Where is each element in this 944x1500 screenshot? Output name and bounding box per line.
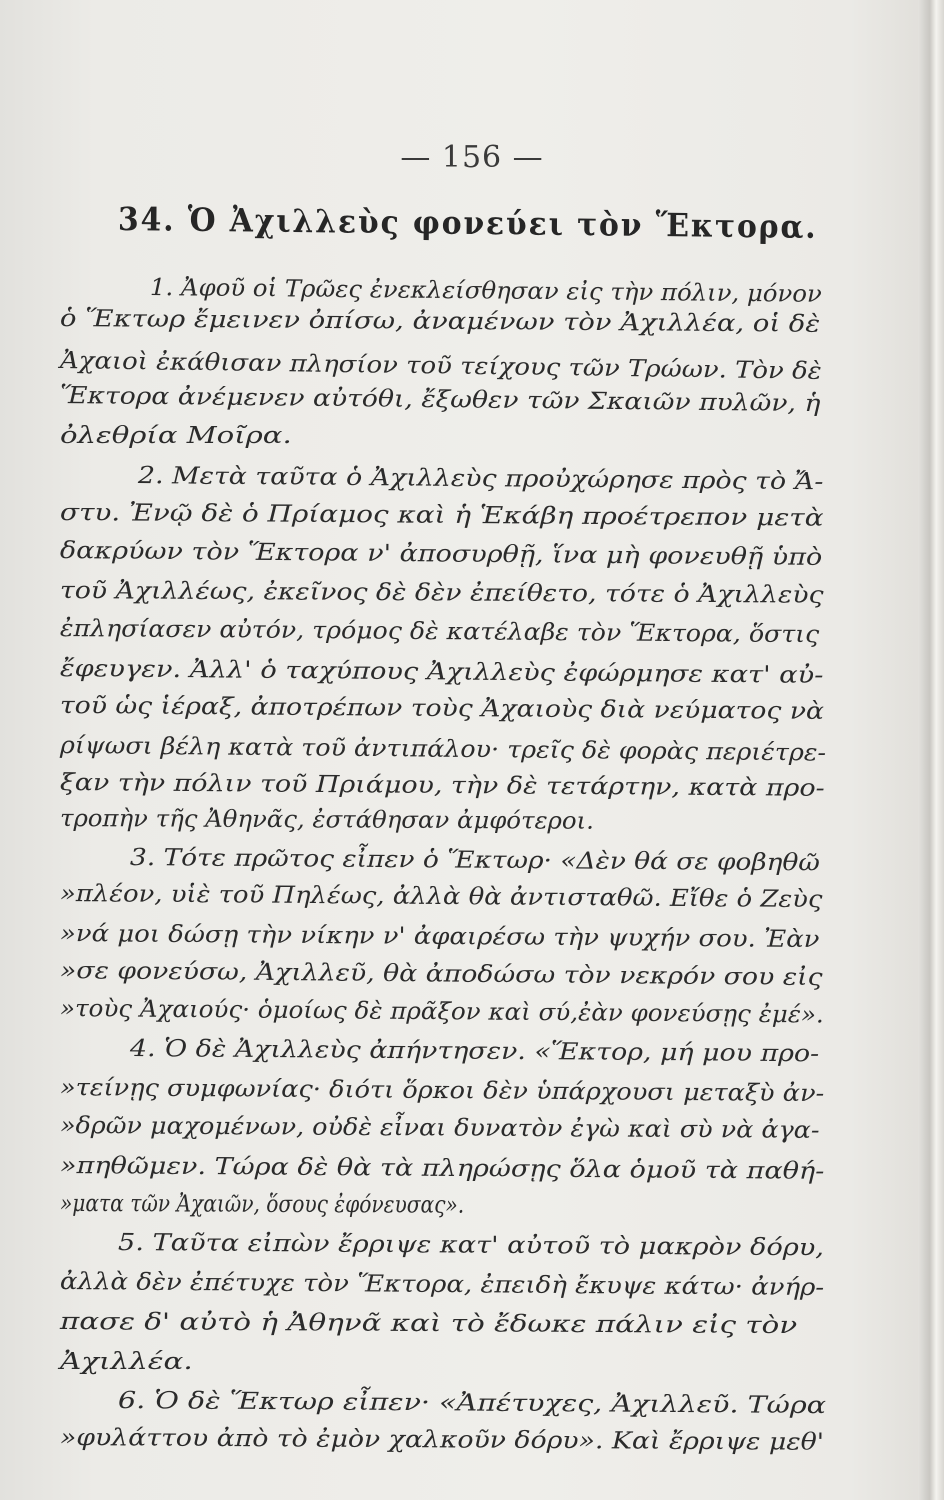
text-line: ἐπλησίασεν αὐτόν, τρόμος δὲ κατέλαβε τὸν Ἕκτορα, ὅστις [59,614,820,649]
text-line: ὁ Ἕκτωρ ἔμεινεν ὀπίσω, ἀναμένων τὸν Ἀχιλλέα, οἱ δὲ [59,304,821,338]
text-line: 5. Ταῦτα εἰπὼν ἔρριψε κατ' αὐτοῦ τὸ μακρὸν δόρυ, [117,1228,825,1262]
text-line: »πηθῶμεν. Τώρα δὲ θὰ τὰ πληρώσῃς ὅλα ὁμοῦ τὰ παθή- [59,1151,825,1185]
text-line: 1. Ἀφοῦ οἱ Τρῶες ἐνεκλείσθησαν εἰς τὴν πόλιν, μόνον [149,273,822,308]
text-line: τοῦ ὡς ἱέραξ, ἀποτρέπων τοὺς Ἀχαιοὺς διὰ νεύματος νὰ [59,691,825,725]
text-line: »σε φονεύσω, Ἀχιλλεῦ, θὰ ἀποδώσω τὸν νεκρόν σου εἰς [59,956,823,992]
text-line: 6. Ὁ δὲ Ἕκτωρ εἶπεν· «Ἀπέτυχες, Ἀχιλλεῦ. Τώρα [117,1386,827,1420]
text-line: 4. Ὁ δὲ Ἀχιλλεὺς ἀπήντησεν. «Ἕκτορ, μή μου προ- [129,1034,820,1068]
text-line: »τοὺς Ἀχαιούς· ὁμοίως δὲ πρᾶξον καὶ σύ,ἐὰν φονεύσῃς ἐμέ». [59,994,824,1029]
text-line: Ἀχιλλέα. [60,1347,193,1375]
text-line: 2. Μετὰ ταῦτα ὁ Ἀχιλλεὺς προὐχώρησε πρὸς τὸ Ἄ- [137,461,824,496]
text-line: ἔφευγεν. Ἀλλ' ὁ ταχύπους Ἀχιλλεὺς ἐφώρμησε κατ' αὐ- [59,654,824,689]
text-line: Ἕκτορα ἀνέμενεν αὐτόθι, ἔξωθεν τῶν Σκαιῶν πυλῶν, ἡ [59,381,821,418]
chapter-title: 34. Ὁ Ἀχιλλεὺς φονεύει τὸν Ἕκτορα. [117,200,818,246]
text-line: »τείνῃς συμφωνίας· διότι ὅρκοι δὲν ὑπάρχουσι μεταξὺ ἀν- [59,1073,825,1108]
text-line: »νά μοι δώσῃ τὴν νίκην ν' ἀφαιρέσω τὴν ψυχήν σου. Ἐὰν [59,919,820,954]
text-line: ὀλεθρία Μοῖρα. [60,421,292,449]
text-line: ρίψωσι βέλη κατὰ τοῦ ἀντιπάλου· τρεῖς δὲ φορὰς περιέτρε- [59,731,827,767]
text-line: δακρύων τὸν Ἕκτορα ν' ἀποσυρθῇ, ἵνα μὴ φονευθῇ ὑπὸ [59,536,823,571]
text-line: πασε δ' αὐτὸ ἡ Ἀθηνᾶ καὶ τὸ ἔδωκε πάλιν εἰς τὸν [59,1307,798,1340]
text-line: τροπὴν τῆς Ἀθηνᾶς, ἐστάθησαν ἀμφότεροι. [59,804,594,835]
text-line: »πλέον, υἱὲ τοῦ Πηλέως, ἀλλὰ θὰ ἀντισταθῶ. Εἴθε ὁ Ζεὺς [59,879,823,914]
text-line: ξαν τὴν πόλιν τοῦ Πριάμου, τὴν δὲ τετάρτην, κατὰ προ- [59,768,825,802]
text-line: τοῦ Ἀχιλλέως, ἐκεῖνος δὲ δὲν ἐπείθετο, τότε ὁ Ἀχιλλεὺς [59,576,824,609]
text-line: Ἀχαιοὶ ἐκάθισαν πλησίον τοῦ τείχους τῶν Τρώων. Τὸν δὲ [59,346,822,385]
text-line: »φυλάττου ἀπὸ τὸ ἐμὸν χαλκοῦν δόρυ». Καὶ ἔρριψε μεθ' [59,1423,825,1456]
text-line: »ματα τῶν Ἀχαιῶν, ὅσους ἐφόνευσας». [59,1189,465,1219]
text-line: »δρῶν μαχομένων, οὐδὲ εἶναι δυνατὸν ἐγὼ καὶ σὺ νὰ ἀγα- [59,1111,820,1144]
text-line: στυ. Ἐνῷ δὲ ὁ Πρίαμος καὶ ἡ Ἑκάβη προέτρεπον μετὰ [59,498,824,532]
text-line: 3. Τότε πρῶτος εἶπεν ὁ Ἕκτωρ· «Δὲν θά σε φοβηθῶ [129,843,821,877]
text-line: ἀλλὰ δὲν ἐπέτυχε τὸν Ἕκτορα, ἐπειδὴ ἔκυψε κάτω· ἀνήρ- [59,1267,825,1302]
page-number: — 156 — [400,140,544,175]
